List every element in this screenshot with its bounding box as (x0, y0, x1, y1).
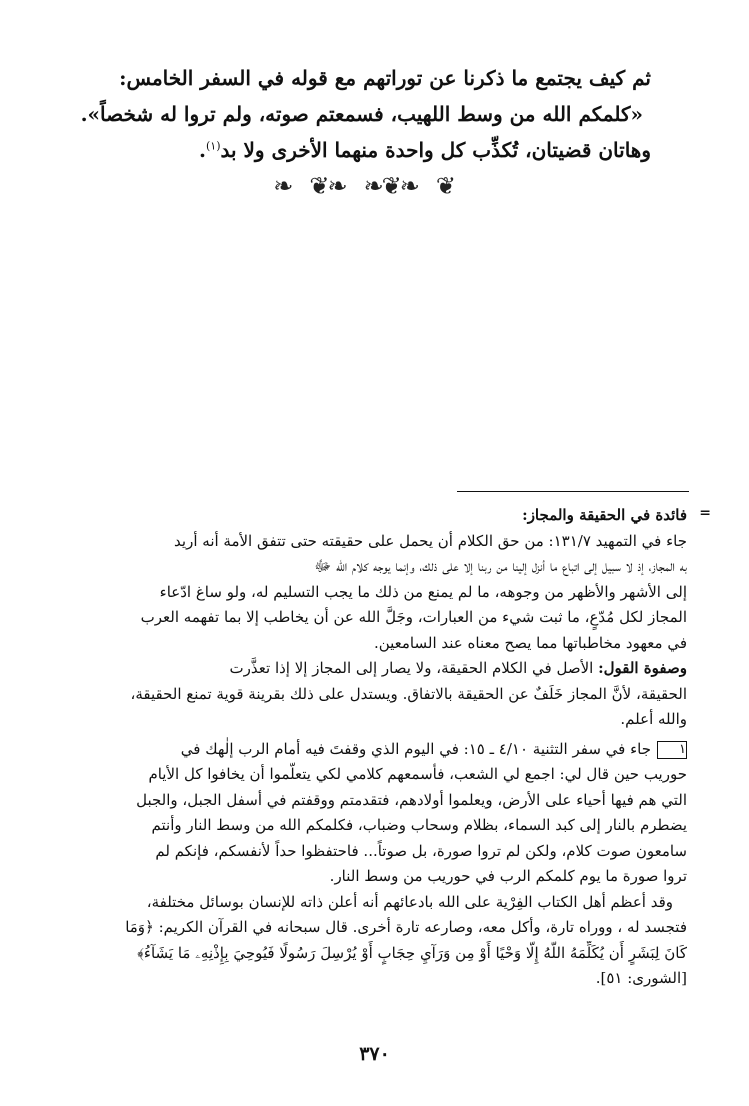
footnote-divider (457, 491, 689, 492)
footnote-line: يضطرم بالنار إلى كبد السماء، بظلام وسحاب وضباب، فكلمكم الله من وسط النار وأنتم (151, 816, 687, 834)
page-number: ٣٧٠ (359, 1043, 390, 1065)
footnote-reference[interactable]: (١) (205, 139, 221, 153)
footnote-line: سامعون صوت كلام، ولكن لم تروا صورة، بل صوتاً... فاحتفظوا حداً لأنفسكم، فإنكم لم (155, 841, 687, 860)
footnote-line: حوريب حين قال لي: اجمع لي الشعب، فأسمعهم كلامي لكي يتعلَّموا أن يخافوا كل الأيام (148, 765, 687, 783)
ornament-icon: ❦ (435, 172, 454, 200)
footnote-line: إلى الأشهر والأظهر من وجوهه، ما لم يمنع من ذلك ما يجب التسليم له، ولو ساغ ادّعاء (159, 582, 687, 601)
footnote-line: في معهود مخاطباتها مما يصح معناه عند السامعين. (373, 633, 687, 652)
main-line-2: «كلمكم الله من وسط اللهيب، فسمعتم صوته، ولم تروا له شخصاً». (80, 102, 643, 126)
footnote-number-box[interactable]: ١ (657, 741, 687, 759)
footnote-summary-line (74, 656, 687, 682)
summary-text: الأصل في الكلام الحقيقة، ولا يصار إلى المجاز إلا إذا تعذَّرت (229, 659, 599, 677)
main-line-1: ثم كيف يجتمع ما ذكرنا عن توراتهم مع قوله في السفر الخامس: (119, 66, 651, 90)
quran-verse-line: كَانَ لِبَشَرٍ أَن يُكَلِّمَهُ اللَّهُ إِلَّا وَحْيًا أَوْ مِن وَرَآيِ حِجَابٍ أَوْ يُرْسِلَ رَسُولًا فَيُوحِيَ بِإِذْنِهِۦ مَا يَشَآءُ﴾ (137, 943, 687, 962)
quran-citation: [الشورى: ٥١]. (595, 969, 687, 987)
footnote-1-text: جاء في سفر التثنية ٤/١٠ ـ ١٥: في اليوم الذي وقفتَ فيه أمام الرب إلٰهك في (180, 739, 651, 758)
footnote-line: المجاز لكل مُدّعٍ، ما ثبت شيء من العبارات، وجَلَّ الله عن أن يخاطب إلا بما تفهمه العرب (140, 608, 687, 626)
ornament-icon: ❧❦ (309, 172, 346, 200)
main-line-3-text: وهاتان قضيتان، تُكذِّب كل واحدة منهما الأخرى ولا بد (220, 138, 651, 162)
footnote-line: به المجاز، إذ لا سبيل إلى اتباع ما أنزل إلينا من ربنا إلا على ذلك، وإنما يوجه كلام الله ﷻ (314, 557, 687, 575)
footnote-heading: فائدة في الحقيقة والمجاز: (522, 506, 687, 524)
footnote-line: تروا صورة ما يوم كلمكم الرب في حوريب من وسط النار. (329, 867, 687, 885)
footnote-line: وقد أعظم أهل الكتاب الفِرْية على الله بادعائهم أنه أعلن ذاته للإنسان بوسائل مختلفة، (146, 892, 673, 911)
footnote-continuation-mark: = (699, 505, 711, 521)
main-line-3-end: . (199, 138, 206, 162)
footnote-line: التي هم فيها أحياء على الأرض، ويعلموا أولادهم، فتقدمتم ووقفتم في أسفل الجبل، والجبل (136, 790, 687, 809)
footnote-line: جاء في التمهيد ١٣١/٧: من حق الكلام أن يحمل على حقيقته حتى تتفق الأمة أنه أريد (174, 531, 687, 550)
ornament-icon: ❧❦❧ (363, 172, 418, 200)
footnote-line: الحقيقة، لأنَّ المجاز خَلَفٌ عن الحقيقة بالاتفاق. ويستدل على ذلك بقرينة قوية تمنع الحقيقة، (130, 684, 687, 703)
footnote-line: والله أعلم. (620, 710, 687, 728)
main-text-block (60, 60, 651, 168)
summary-label: وصفوة القول: (598, 659, 687, 677)
footnote-line: فتجسد له ، ووراه تارة، وأكل معه، وصارعه تارة أخرى. قال سبحانه في القرآن الكريم: ﴿وَمَا (125, 918, 687, 936)
section-divider-ornaments (273, 172, 454, 200)
main-line-3 (60, 132, 651, 168)
footnote-1-first-line (74, 737, 687, 763)
footnotes-block (74, 503, 687, 992)
ornament-icon: ❧ (273, 172, 292, 200)
